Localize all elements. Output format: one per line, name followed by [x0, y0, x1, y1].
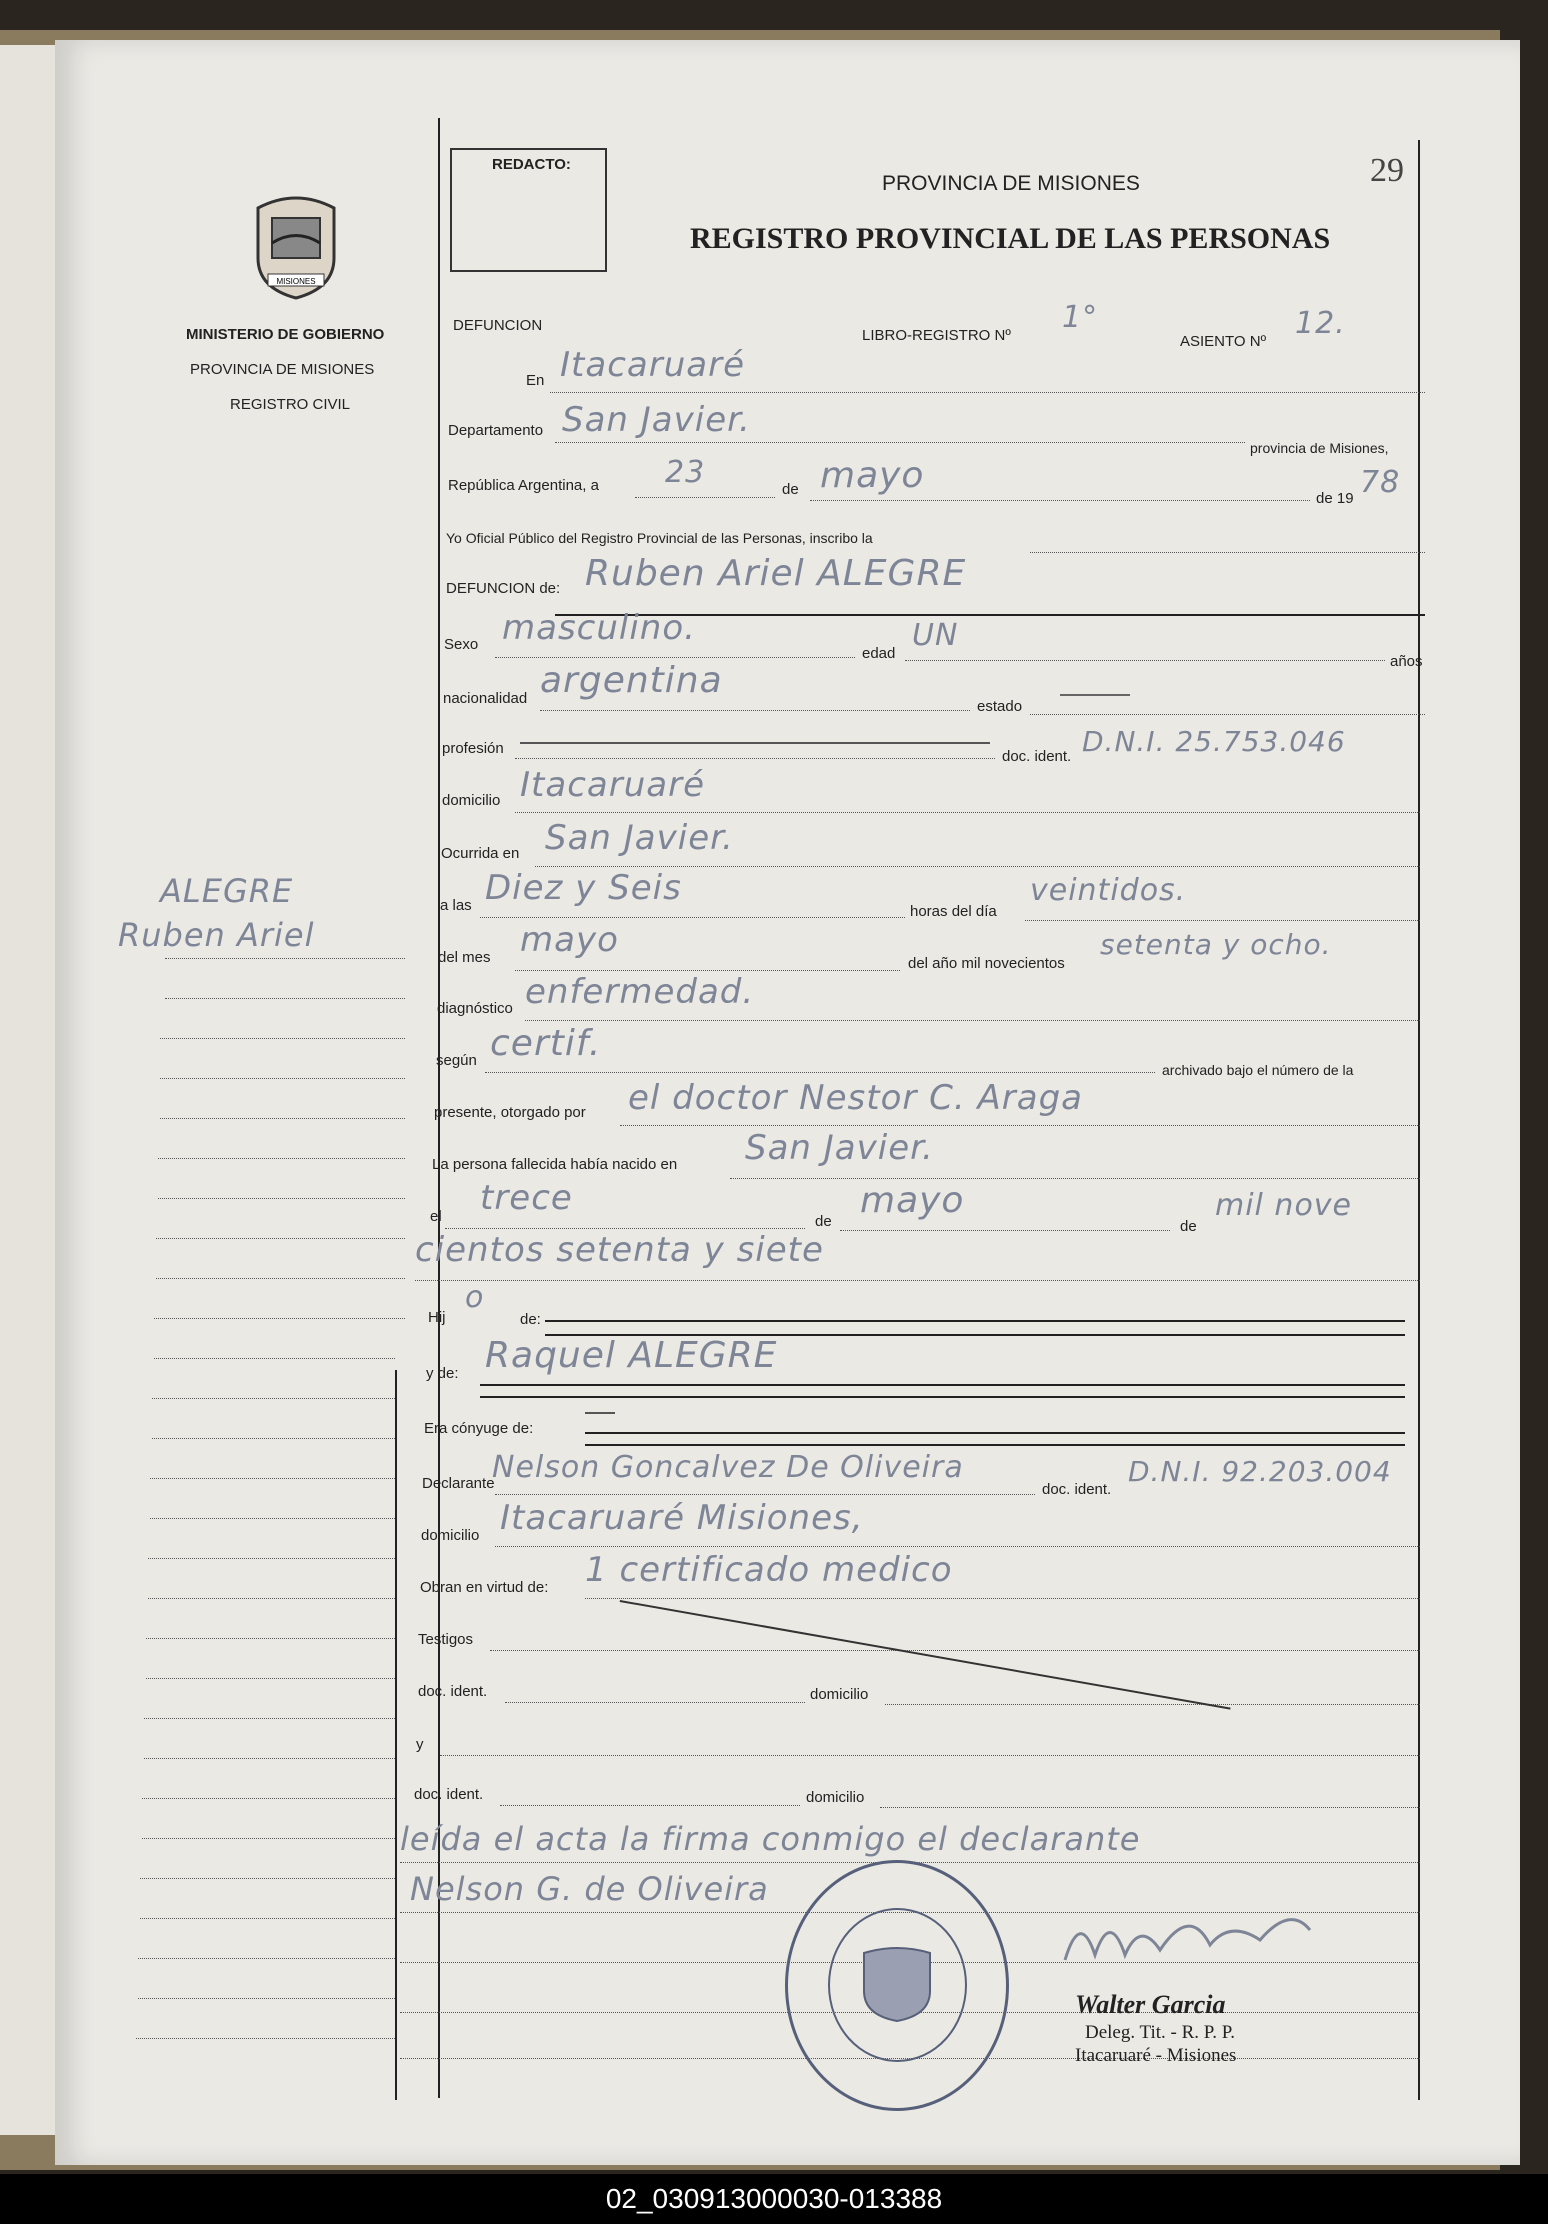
official-stamp: [785, 1860, 1009, 2111]
field-line: [525, 1020, 1420, 1021]
field-line: [540, 710, 970, 711]
sexo-label: Sexo: [444, 636, 479, 653]
sexo-value: masculino.: [502, 608, 696, 648]
margin-line: [146, 1638, 395, 1639]
declarante-value: Nelson Goncalvez De Oliveira: [492, 1450, 964, 1485]
underline: [545, 1320, 1405, 1322]
field-line: [505, 1702, 805, 1703]
obran-value: 1 certificado medico: [585, 1550, 953, 1590]
margin-line: [136, 2038, 395, 2039]
declarante-signature: Nelson G. de Oliveira: [410, 1870, 769, 1908]
margin-line: [146, 1678, 395, 1679]
nacido-label: La persona fallecida había nacido en: [432, 1156, 678, 1173]
y-de-value: Raquel ALEGRE: [485, 1335, 778, 1376]
margin-line: [165, 958, 405, 959]
en-value: Itacaruaré: [560, 345, 745, 385]
margin-line: [138, 1958, 395, 1959]
ano-value: setenta y ocho.: [1100, 928, 1332, 961]
departamento-value: San Javier.: [562, 400, 751, 440]
testigos-label: Testigos: [418, 1631, 474, 1648]
margin-line: [165, 998, 405, 999]
a-las-value: Diez y Seis: [485, 868, 682, 908]
ocurrida-label: Ocurrida en: [441, 845, 520, 862]
hij-label: Hij: [428, 1309, 446, 1326]
margin-line: [150, 1478, 395, 1479]
continuation: cientos setenta y siete: [415, 1230, 824, 1270]
provincia-suffix: provincia de Misiones,: [1250, 440, 1389, 456]
year-value: 78: [1360, 465, 1401, 500]
y-label: y: [416, 1736, 424, 1753]
nacido-value: San Javier.: [745, 1128, 934, 1168]
redacto-label: REDACTO:: [492, 156, 571, 173]
el-value: trece: [480, 1178, 573, 1218]
closing-text: leída el acta la firma conmigo el declarante: [400, 1820, 1141, 1858]
field-line: [500, 1805, 800, 1806]
redacto-box: [450, 148, 607, 272]
del-mes-value: mayo: [520, 920, 619, 960]
margin-line: [142, 1798, 395, 1799]
margin-line: [160, 1078, 405, 1079]
official-title1: Deleg. Tit. - R. P. P.: [1085, 2022, 1235, 2043]
ministry-line3: REGISTRO CIVIL: [230, 396, 351, 413]
doc2-label: doc. ident.: [414, 1786, 484, 1803]
field-line: [495, 1494, 1035, 1495]
dash: [585, 1412, 615, 1414]
field-line: [880, 1807, 1420, 1808]
province-title: PROVINCIA DE MISIONES: [882, 172, 1140, 195]
domicilio-value: Itacaruaré: [520, 765, 705, 805]
field-line: [480, 917, 905, 918]
margin-line: [154, 1358, 395, 1359]
margin-line: [158, 1158, 405, 1159]
field-line: [840, 1230, 1170, 1231]
diagnostico-value: enfermedad.: [525, 972, 755, 1012]
margin-line: [158, 1198, 405, 1199]
estado-label: estado: [977, 698, 1023, 715]
asiento-label: ASIENTO Nº: [1180, 333, 1267, 350]
de3-label: de: [1180, 1218, 1197, 1235]
margin-line: [152, 1438, 395, 1439]
field-line: [730, 1178, 1420, 1179]
de2-label: de: [815, 1213, 832, 1230]
margin-line: [140, 1878, 395, 1879]
archivado-label: archivado bajo el número de la: [1162, 1062, 1354, 1078]
field-line: [515, 812, 1420, 813]
page-number: 29: [1370, 152, 1404, 189]
declarante-doc-value: D.N.I. 92.203.004: [1128, 1455, 1392, 1488]
field-line: [620, 1125, 1420, 1126]
field-line: [415, 1280, 1420, 1281]
margin-name: Ruben Ariel: [118, 916, 315, 954]
dom1-label: domicilio: [810, 1686, 869, 1703]
dom2-label: domicilio: [806, 1789, 865, 1806]
day-value: 23: [665, 455, 706, 490]
field-line: [550, 392, 1425, 393]
segun-label: según: [436, 1052, 477, 1069]
month-value: mayo: [820, 455, 925, 496]
field-line: [515, 970, 900, 971]
edad-value: UN: [912, 618, 959, 653]
declarante-doc-label: doc. ident.: [1042, 1481, 1112, 1498]
underline: [585, 1444, 1405, 1446]
ministry-line1: MINISTERIO DE GOBIERNO: [186, 326, 385, 343]
inner-rule: [395, 1370, 397, 2100]
field-line: [1030, 714, 1425, 715]
ocurrida-value: San Javier.: [545, 818, 734, 858]
defuncion-de-label: DEFUNCION de:: [446, 580, 561, 597]
registry-title: REGISTRO PROVINCIAL DE LAS PERSONAS: [690, 222, 1331, 255]
official-signature-scribble: [1060, 1900, 1320, 1980]
domicilio2-value: Itacaruaré Misiones,: [500, 1498, 864, 1538]
underline: [480, 1396, 1405, 1398]
underline: [480, 1384, 1405, 1386]
coat-of-arms-seal: [250, 188, 342, 300]
right-rule: [1418, 140, 1420, 2100]
libro-label: LIBRO-REGISTRO Nº: [862, 327, 1011, 344]
libro-value: 1°: [1062, 300, 1099, 335]
field-line: [440, 1755, 1420, 1756]
nacionalidad-label: nacionalidad: [443, 690, 528, 707]
a-las-label: a las: [440, 897, 472, 914]
seal-text: MISIONES: [276, 277, 316, 286]
field-line: [635, 497, 775, 498]
margin-line: [154, 1318, 405, 1319]
margin-line: [142, 1838, 395, 1839]
anos-label: años: [1390, 653, 1423, 670]
republica-label: República Argentina, a: [448, 477, 599, 494]
edad-label: edad: [862, 645, 896, 662]
footer-code: 02_030913000030-013388: [0, 2174, 1548, 2224]
stamp-emblem-icon: [858, 1943, 936, 2023]
margin-line: [160, 1118, 405, 1119]
defuncion-de-value: Ruben Ariel ALEGRE: [585, 553, 967, 594]
field-line: [1030, 552, 1425, 553]
horas-label: horas del día: [910, 903, 997, 920]
field-line: [1025, 920, 1420, 921]
domicilio2-label: domicilio: [421, 1527, 480, 1544]
oficial-text: Yo Oficial Público del Registro Provincial de las Personas, inscribo la: [446, 530, 873, 546]
field-line: [535, 866, 1420, 867]
margin-surname: ALEGRE: [160, 872, 294, 910]
field-line: [495, 657, 855, 658]
doc-ident-value: D.N.I. 25.753.046: [1082, 725, 1346, 758]
official-name: Walter Garcia: [1075, 1990, 1226, 2019]
diagnostico-label: diagnóstico: [437, 1000, 513, 1017]
underline: [585, 1432, 1405, 1434]
year-prefix: de 19: [1316, 490, 1354, 507]
official-title2: Itacaruaré - Misiones: [1075, 2045, 1237, 2066]
ministry-line2: PROVINCIA DE MISIONES: [190, 361, 375, 378]
doc-ident-label: doc. ident.: [1002, 748, 1072, 765]
presente-label: presente, otorgado por: [434, 1104, 586, 1121]
margin-line: [144, 1718, 395, 1719]
ano-label: del año mil novecientos: [908, 955, 1065, 972]
margin-line: [160, 1038, 405, 1039]
field-line: [515, 758, 995, 759]
field-line: [585, 1598, 1420, 1599]
de2-value: mayo: [860, 1180, 965, 1221]
field-line: [885, 1704, 1420, 1705]
dash: [1060, 694, 1130, 696]
obran-label: Obran en virtud de:: [420, 1579, 549, 1596]
de3-value: mil nove: [1215, 1188, 1353, 1223]
declarante-label: Declarante: [422, 1475, 495, 1492]
de4-label: de:: [520, 1311, 541, 1328]
field-line: [905, 660, 1385, 661]
margin-line: [150, 1518, 395, 1519]
margin-line: [144, 1758, 395, 1759]
margin-line: [156, 1238, 405, 1239]
de-label: de: [782, 481, 799, 498]
del-mes-label: del mes: [438, 949, 491, 966]
el-label: el: [430, 1208, 442, 1225]
domicilio-label: domicilio: [442, 792, 501, 809]
field-line: [555, 442, 1245, 443]
margin-line: [140, 1918, 395, 1919]
y-de-label: y de:: [426, 1365, 459, 1382]
nacionalidad-value: argentina: [540, 660, 723, 701]
hij-value: o: [465, 1280, 485, 1315]
margin-line: [138, 1998, 395, 1999]
defuncion-title: DEFUNCION: [453, 317, 543, 334]
doc1-label: doc. ident.: [418, 1683, 488, 1700]
presente-value: el doctor Nestor C. Araga: [628, 1078, 1083, 1118]
dash: [520, 742, 990, 744]
margin-line: [148, 1598, 395, 1599]
asiento-value: 12.: [1295, 306, 1346, 341]
conyuge-label: Era cónyuge de:: [424, 1420, 534, 1437]
field-line: [810, 500, 1310, 501]
profesion-label: profesión: [442, 740, 504, 757]
en-label: En: [526, 372, 545, 389]
horas-value: veintidos.: [1030, 873, 1187, 908]
margin-line: [148, 1558, 395, 1559]
field-line: [490, 1650, 1420, 1651]
margin-line: [152, 1398, 395, 1399]
field-line: [495, 1546, 1420, 1547]
segun-value: certif.: [490, 1023, 602, 1064]
field-line: [485, 1072, 1155, 1073]
margin-line: [156, 1278, 405, 1279]
field-line: [445, 1228, 805, 1229]
departamento-label: Departamento: [448, 422, 544, 439]
